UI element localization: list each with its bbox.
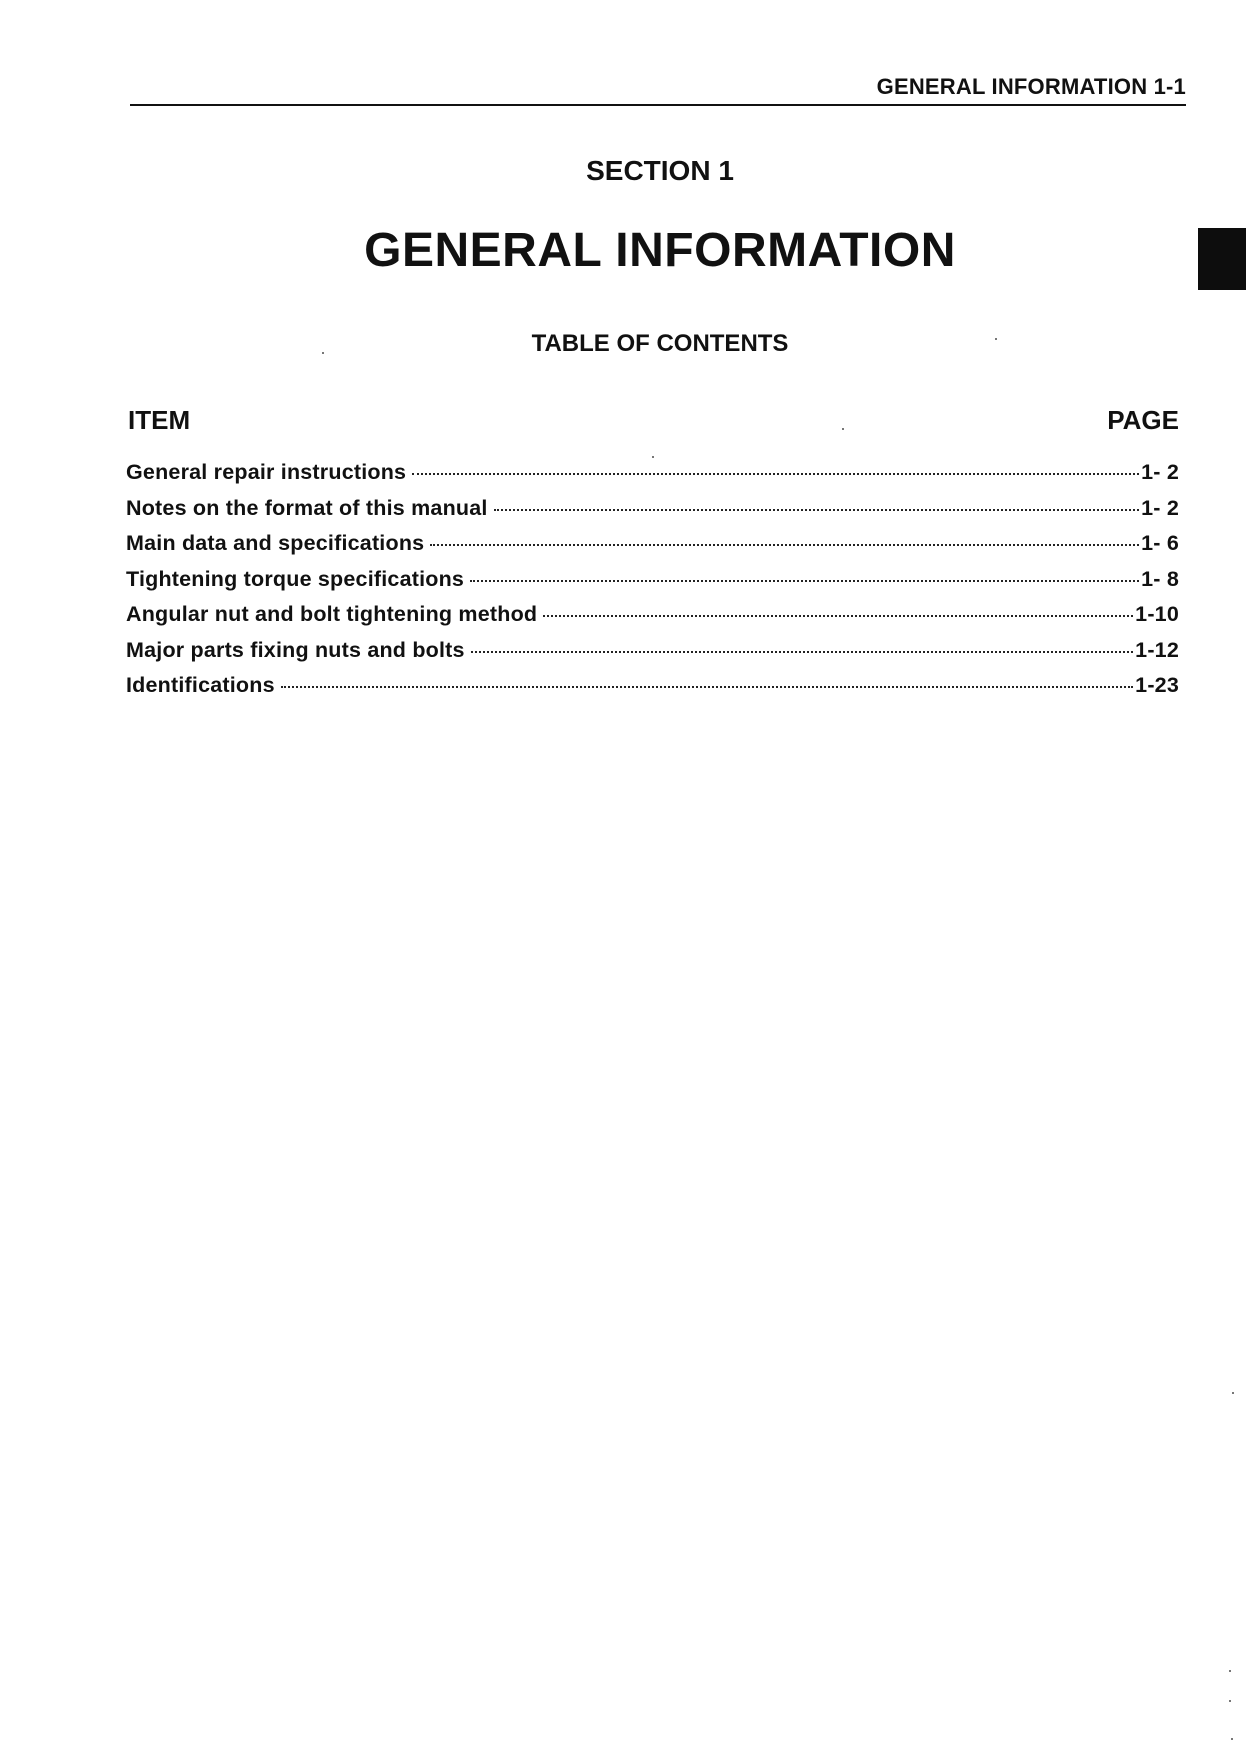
scan-speck <box>842 428 844 430</box>
toc-entry-page: 1-10 <box>1135 602 1179 626</box>
dot-leader <box>430 544 1139 546</box>
toc-entry[interactable] <box>126 602 1179 638</box>
toc-entry-page: 1- 2 <box>1141 460 1179 484</box>
toc-entry-title: Main data and specifications <box>126 531 425 555</box>
section-title: GENERAL INFORMATION <box>364 224 956 277</box>
scan-speck <box>1231 1738 1233 1740</box>
toc-entry[interactable] <box>126 638 1179 674</box>
toc-entry-page: 1- 2 <box>1141 495 1179 520</box>
toc-entry-title: Identifications <box>126 673 275 697</box>
dot-leader <box>470 580 1139 582</box>
running-header-text: GENERAL INFORMATION 1-1 <box>876 74 1186 99</box>
toc-entry-page: 1- 8 <box>1141 566 1179 591</box>
toc-entry-page: 1- 6 <box>1141 531 1179 555</box>
scan-speck <box>322 352 324 354</box>
toc-entry[interactable] <box>126 496 1179 532</box>
scan-speck <box>1229 1670 1231 1672</box>
dot-leader <box>412 473 1139 475</box>
column-header-page: PAGE <box>1107 405 1179 435</box>
dot-leader <box>543 615 1133 617</box>
scan-speck <box>995 338 997 340</box>
dot-leader <box>281 686 1133 688</box>
toc-entry[interactable] <box>126 460 1179 496</box>
scan-speck <box>1232 1392 1234 1394</box>
toc-list <box>126 460 1179 709</box>
column-header-item: ITEM <box>128 405 191 435</box>
section-label: SECTION 1 <box>586 155 734 186</box>
toc-entry-title: Tightening torque specifications <box>126 566 465 591</box>
toc-entry-page: 1-23 <box>1135 673 1179 697</box>
toc-entry[interactable] <box>126 673 1179 709</box>
scan-speck <box>1229 1700 1231 1702</box>
toc-entry[interactable] <box>126 567 1179 603</box>
toc-entry-title: Notes on the format of this manual <box>126 495 488 520</box>
toc-entry-page: 1-12 <box>1135 637 1179 662</box>
toc-heading: TABLE OF CONTENTS <box>531 330 789 357</box>
dot-leader <box>471 651 1133 653</box>
dot-leader <box>494 509 1140 511</box>
scan-speck <box>652 456 654 458</box>
toc-entry-title: Major parts fixing nuts and bolts <box>126 637 465 662</box>
running-header <box>130 74 1186 106</box>
toc-entry-title: General repair instructions <box>126 460 407 484</box>
toc-entry-title: Angular nut and bolt tightening method <box>126 602 538 626</box>
toc-entry[interactable] <box>126 531 1179 567</box>
